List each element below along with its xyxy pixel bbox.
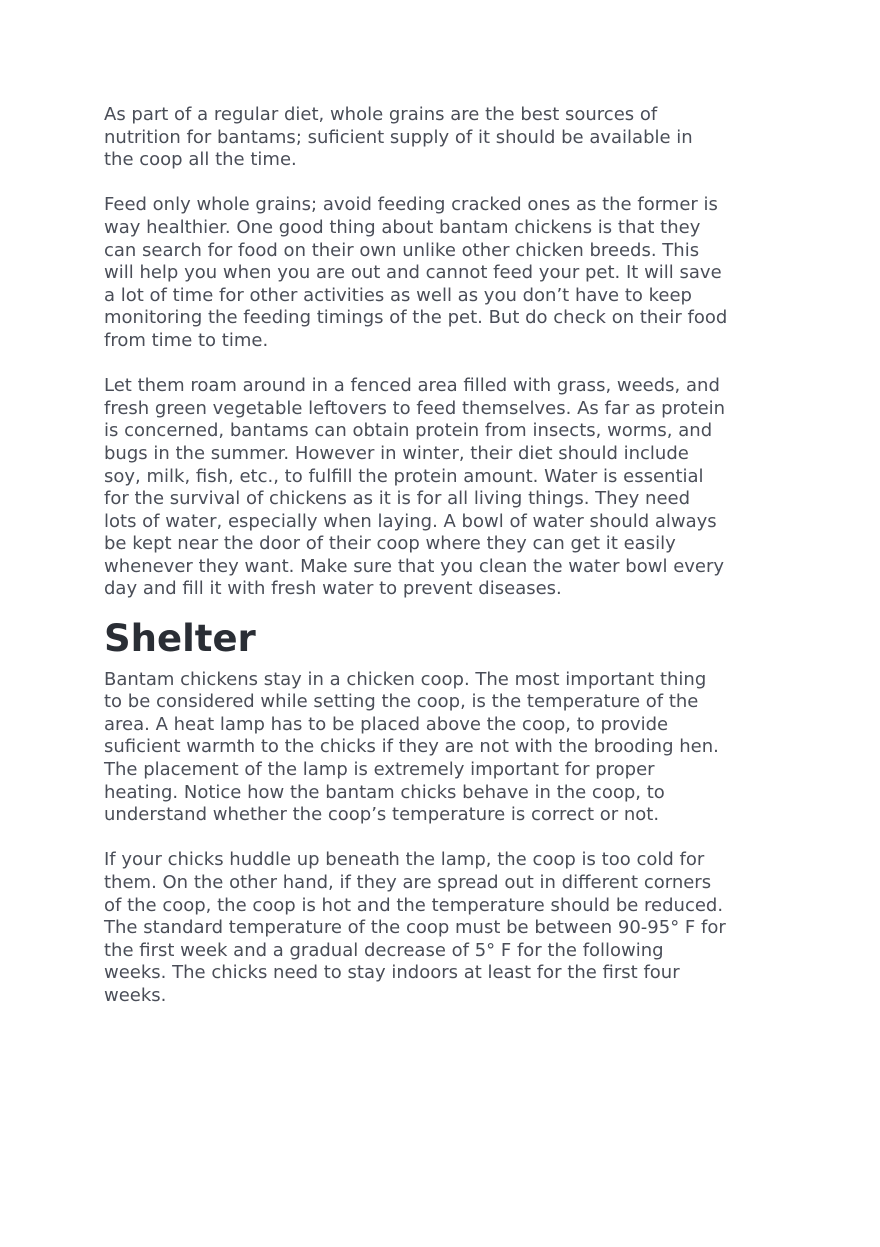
text-line: Feed only whole grains; avoid feeding cracked ones as the former is	[104, 194, 718, 216]
document-page	[104, 104, 804, 1030]
text-line: suﬁcient warmth to the chicks if they are not with the brooding hen.	[104, 736, 719, 758]
section-feeding	[104, 104, 804, 601]
section-shelter	[104, 669, 804, 1008]
text-line: area. A heat lamp has to be placed above the coop, to provide	[104, 713, 669, 735]
text-line: will help you when you are out and cannot feed your pet. It will save	[104, 262, 722, 284]
paragraph	[104, 669, 804, 827]
paragraph	[104, 849, 804, 1007]
text-line: is concerned, bantams can obtain protein from insects, worms, and	[104, 420, 713, 442]
text-line: weeks. The chicks need to stay indoors at least for the first four	[104, 962, 680, 984]
text-line: nutrition for bantams; suﬁcient supply of it should be available in	[104, 126, 693, 148]
text-line: for the survival of chickens as it is for all living things. They need	[104, 488, 691, 510]
text-line: the first week and a gradual decrease of 5° F for the following	[104, 939, 664, 961]
text-line: way healthier. One good thing about bantam chickens is that they	[104, 216, 701, 238]
text-line: them. On the other hand, if they are spread out in different corners	[104, 872, 712, 893]
text-line: of the coop, the coop is hot and the temperature should be reduced.	[104, 894, 724, 916]
text-line: lots of water, especially when laying. A bowl of water should always	[104, 510, 717, 532]
text-line: soy, milk, fish, etc., to fulfill the protein amount. Water is essential	[104, 465, 704, 487]
text-line: be kept near the door of their coop where they can get it easily	[104, 533, 676, 555]
text-line: understand whether the coop’s temperature is correct or not.	[104, 804, 660, 826]
text-line: bugs in the summer. However in winter, their diet should include	[104, 442, 689, 464]
text-line: the coop all the time.	[104, 149, 297, 171]
text-line: Bantam chickens stay in a chicken coop. The most important thing	[104, 668, 707, 690]
text-line: The standard temperature of the coop must be between 90-95° F for	[104, 917, 726, 939]
text-line: Let them roam around in a fenced area filled with grass, weeds, and	[104, 375, 720, 397]
text-line: weeks.	[104, 984, 167, 1006]
text-line: to be considered while setting the coop, is the temperature of the	[104, 691, 699, 713]
text-line: The placement of the lamp is extremely important for proper	[104, 759, 655, 781]
text-line: whenever they want. Make sure that you clean the water bowl every	[104, 555, 725, 577]
paragraph	[104, 375, 804, 601]
text-line: from time to time.	[104, 329, 269, 351]
section-heading-shelter: Shelter	[104, 616, 256, 660]
paragraph	[104, 104, 804, 172]
text-line: heating. Notice how the bantam chicks behave in the coop, to	[104, 781, 665, 803]
text-line: day and fill it with fresh water to prevent diseases.	[104, 578, 562, 600]
text-line: fresh green vegetable leftovers to feed themselves. As far as protein	[104, 397, 726, 419]
text-line: As part of a regular diet, whole grains are the best sources of	[104, 104, 658, 125]
paragraph	[104, 194, 804, 352]
text-line: If your chicks huddle up beneath the lamp, the coop is too cold for	[104, 849, 705, 871]
text-line: monitoring the feeding timings of the pet. But do check on their food	[104, 307, 728, 329]
text-line: a lot of time for other activities as well as you don’t have to keep	[104, 284, 692, 306]
text-line: can search for food on their own unlike other chicken breeds. This	[104, 239, 700, 261]
